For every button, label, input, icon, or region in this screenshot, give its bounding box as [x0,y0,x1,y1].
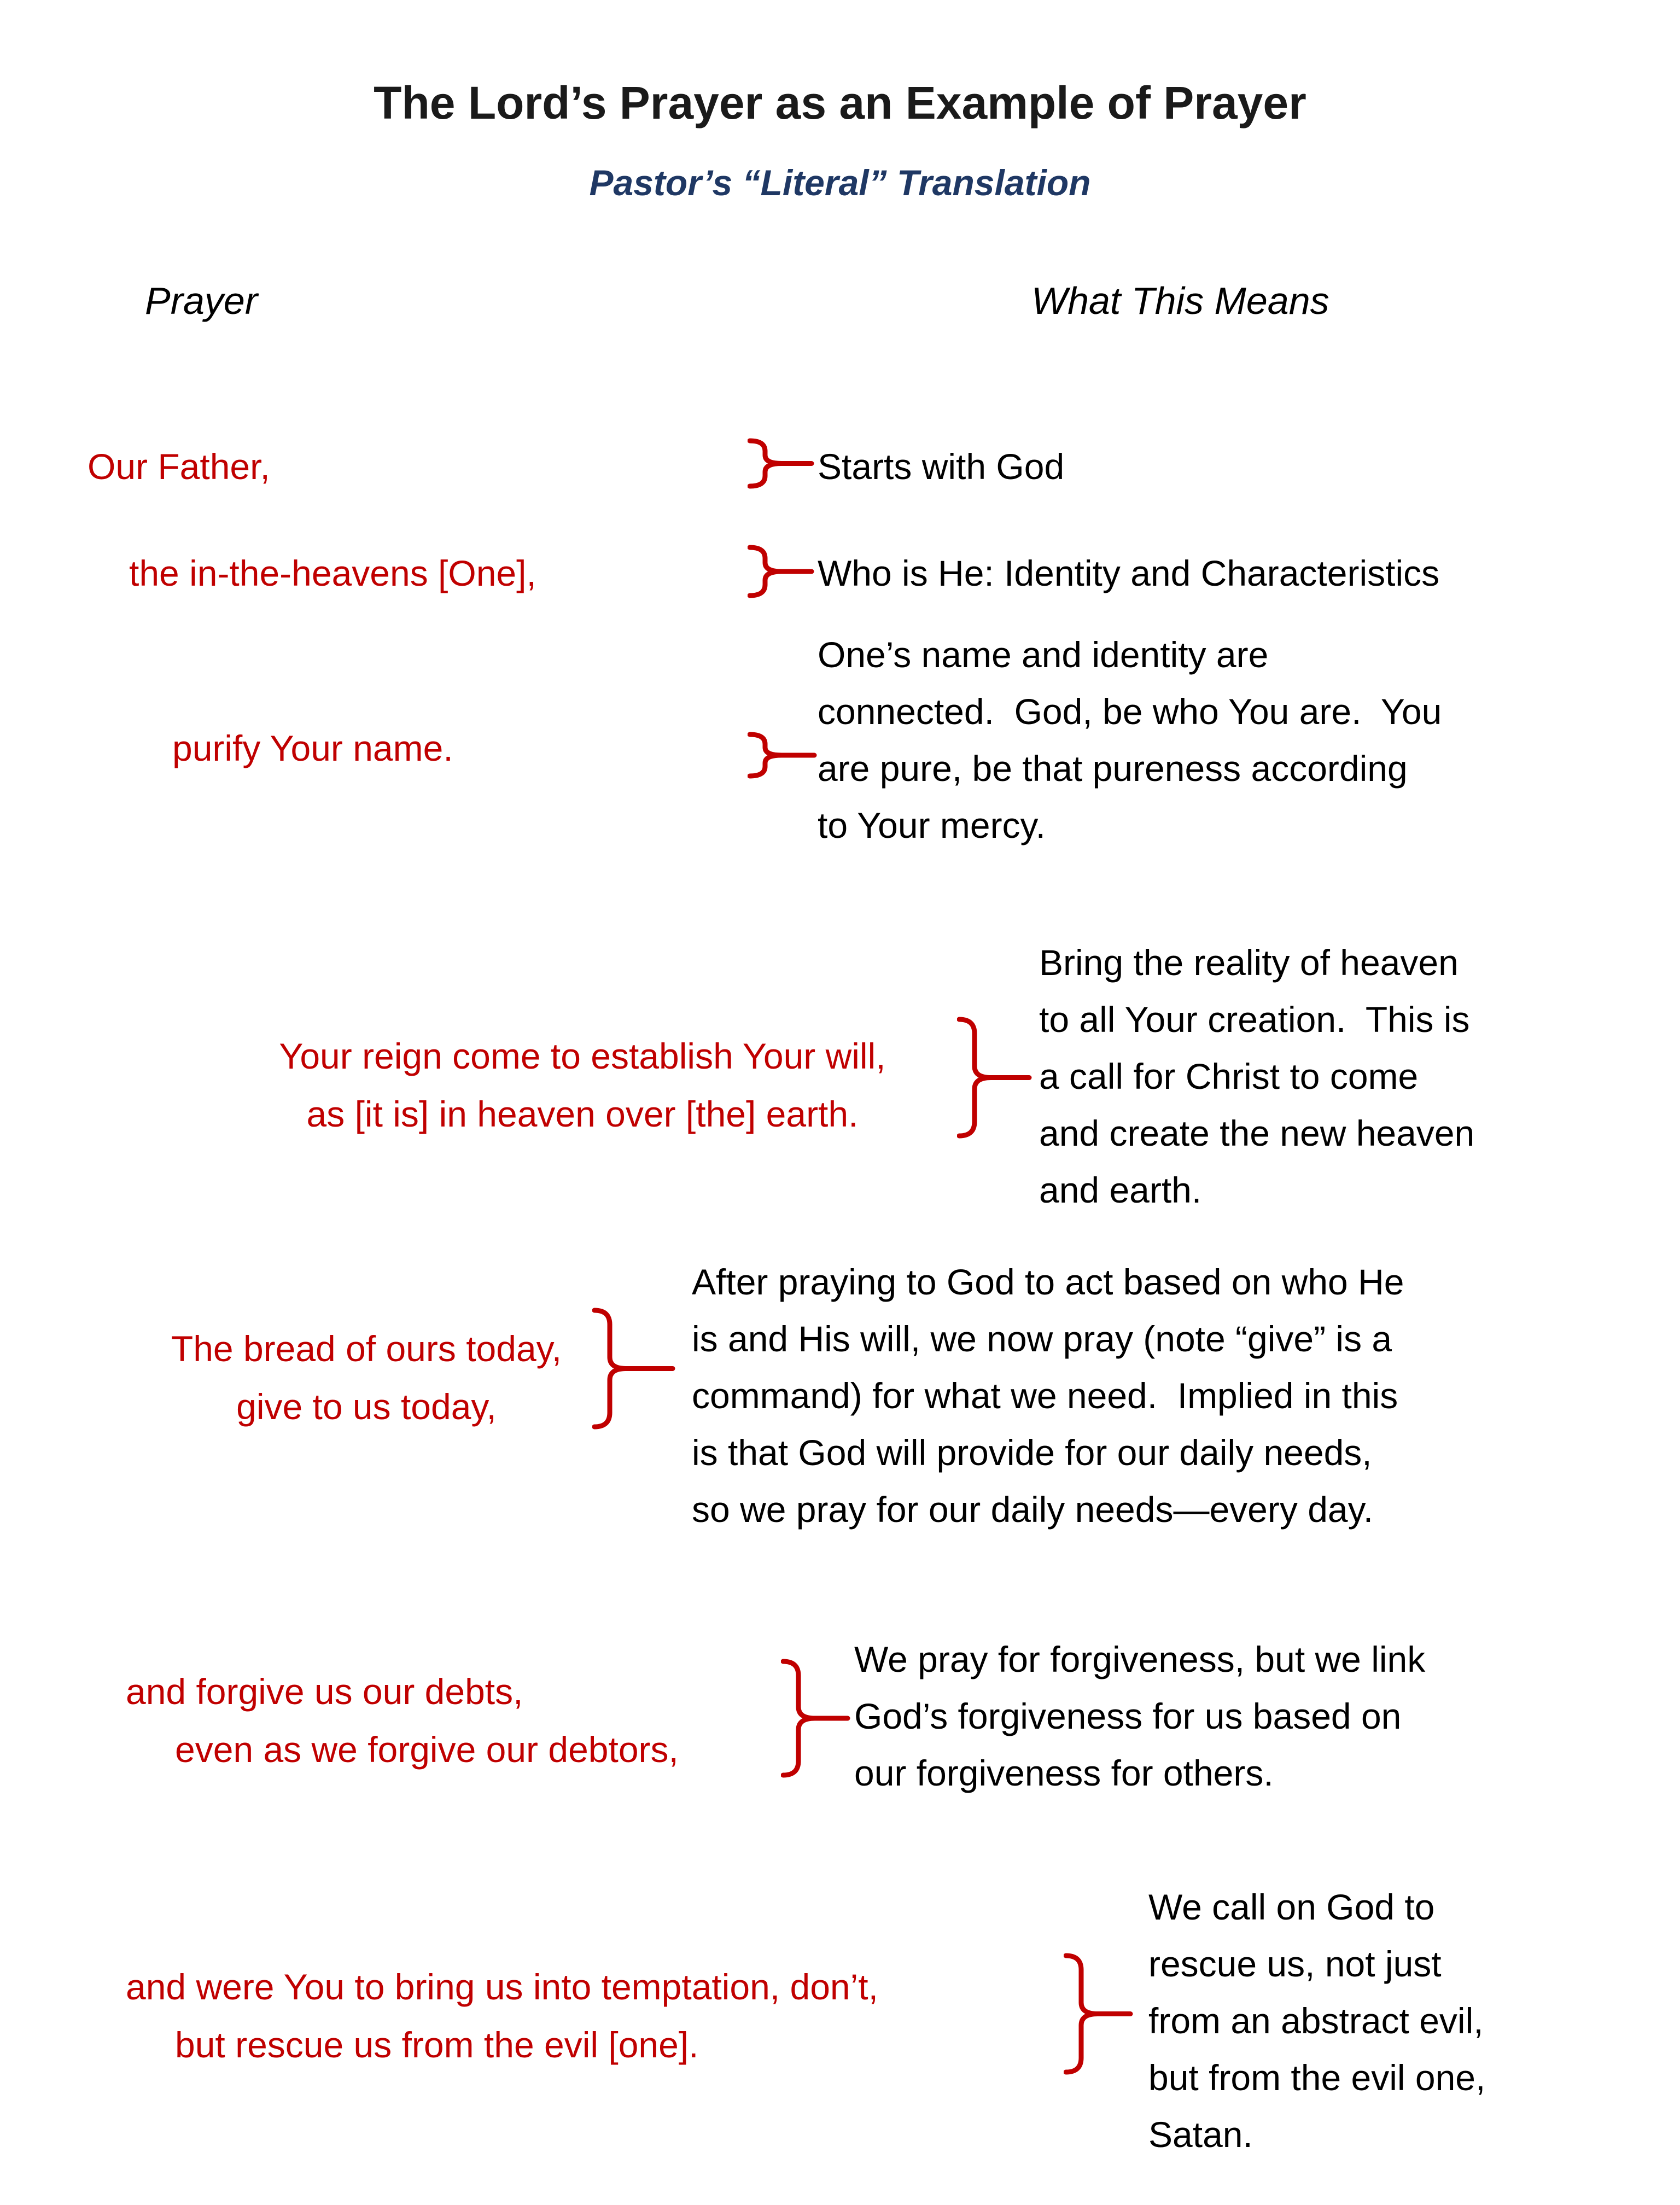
prayer-line: even as we forgive our debtors, [175,1729,679,1770]
meaning-line: and create the new heaven [1039,1113,1475,1153]
meaning-line: to Your mercy. [818,805,1046,845]
meaning-line: Bring the reality of heaven [1039,942,1459,983]
meaning-line: Satan. [1148,2114,1253,2155]
column-header-meaning: What This Means [1031,279,1329,322]
prayer-lines [213,1027,952,1143]
curly-brace-icon [748,544,815,602]
meaning-paragraph [1039,934,1474,1218]
curly-brace-icon [748,438,815,492]
column-header-prayer: Prayer [145,279,258,322]
meaning-line: God’s forgiveness for us based on [854,1696,1402,1736]
meaning-line: from an abstract evil, [1148,2000,1484,2041]
meaning-line: is that God will provide for our daily needs, [692,1432,1372,1473]
prayer-line: the in-the-heavens [One], [129,553,536,593]
curly-brace-icon [748,731,818,782]
curly-brace-icon [1064,1952,1134,2078]
meaning-line: We call on God to [1148,1887,1435,1927]
meaning-line: is and His will, we now pray (note “give” is a [692,1319,1392,1359]
meaning-line: but from the evil one, [1148,2057,1486,2098]
meaning-text: Who is He: Identity and Characteristics [818,553,1440,593]
meaning-line: are pure, be that pureness according [818,748,1408,789]
curly-brace-icon [781,1658,851,1781]
prayer-line: purify Your name. [172,728,453,768]
prayer-line: Our Father, [88,446,270,487]
meaning-text: Starts with God [818,446,1065,487]
prayer-line: Your reign come to establish Your will, [279,1036,886,1076]
meaning-line: After praying to God to act based on who He [692,1262,1404,1302]
prayer-line: The bread of ours today, [171,1328,562,1369]
prayer-line: and forgive us our debts, [126,1671,523,1712]
meaning-line: so we pray for our daily needs—every day. [692,1489,1374,1530]
meaning-paragraph [1148,1879,1485,2163]
meaning-paragraph [692,1253,1404,1538]
meaning-line: our forgiveness for others. [854,1753,1274,1793]
curly-brace-icon [957,1016,1032,1142]
meaning-line: command) for what we need. Implied in this [692,1375,1398,1416]
meaning-line: One’s name and identity are [818,634,1269,675]
prayer-lines [126,1320,607,1436]
prayer-line: give to us today, [236,1386,497,1427]
prayer-line: as [it is] in heaven over [the] earth. [306,1094,859,1134]
meaning-line: a call for Christ to come [1039,1056,1419,1096]
meaning-line: to all Your creation. This is [1039,999,1470,1040]
meaning-line: rescue us, not just [1148,1944,1442,1984]
meaning-paragraph [818,626,1442,854]
curly-brace-icon [592,1307,676,1433]
page-subtitle: Pastor’s “Literal” Translation [589,162,1091,203]
page-title: The Lord’s Prayer as an Example of Prayer [374,77,1306,129]
meaning-paragraph [854,1631,1425,1801]
meaning-line: connected. God, be who You are. You [818,691,1442,732]
prayer-line: and were You to bring us into temptation, don’t, [126,1967,878,2007]
prayer-line: but rescue us from the evil [one]. [175,2025,699,2065]
meaning-line: and earth. [1039,1170,1202,1210]
meaning-line: We pray for forgiveness, but we link [854,1639,1426,1679]
